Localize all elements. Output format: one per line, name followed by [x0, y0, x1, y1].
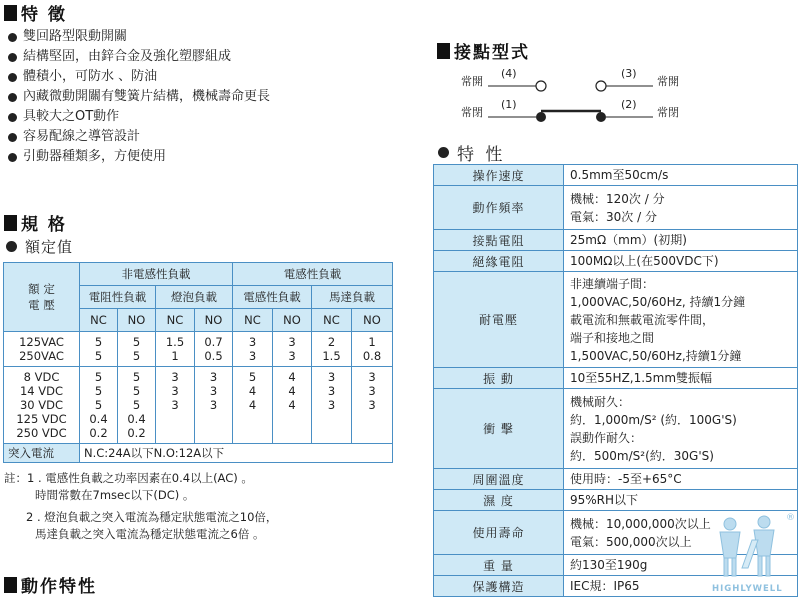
- nc-header: NC: [233, 309, 273, 332]
- spec-value: 機械耐久： 約．1,000m/S² (約．100G'S) 誤動作耐久： 約．500m/S²(約．30G'S): [564, 389, 798, 469]
- bullet-icon: [8, 93, 17, 102]
- feature-item: 雙回路型限動開關: [8, 27, 270, 47]
- spec-key: 耐電壓: [434, 272, 564, 368]
- spec-value: IEC規：IP65: [564, 576, 798, 597]
- ac-value-cell: 1 0.8: [352, 332, 393, 367]
- dc-value-cell: 5 4 4: [233, 367, 273, 444]
- terminal-2-label: (2): [621, 98, 637, 111]
- ac-value-cell: 3 3: [233, 332, 273, 367]
- ac-value-cell: 5 5: [80, 332, 118, 367]
- rated-voltage-header: 額 定 電 壓: [4, 263, 80, 332]
- bullet-icon: [8, 153, 17, 162]
- square-bullet-icon: [437, 43, 450, 59]
- dc-value-cell: 3 3 3: [156, 367, 195, 444]
- spec-key: 動作頻率: [434, 186, 564, 230]
- bullet-icon: [8, 33, 17, 42]
- dc-value-cell: 5 5 5 0.4 0.2: [80, 367, 118, 444]
- nc-header: NC: [312, 309, 352, 332]
- spec-value: 25mΩ（mm）(初期): [564, 230, 798, 251]
- inductive-sub-header: 電感性負載: [233, 286, 312, 309]
- ac-value-cell: 3 3: [273, 332, 312, 367]
- bullet-icon: [8, 73, 17, 82]
- spec-value: 非連續端子間： 1,000VAC,50/60Hz, 持續1分鐘 載電流和無載電流零件間， 端子和接地之間 1,500VAC,50/60Hz,持續1分鐘: [564, 272, 798, 368]
- note-line: 馬達負載之突入電流為穩定狀態電流之6倍 。: [35, 527, 265, 541]
- dc-voltage-cell: 8 VDC 14 VDC 30 VDC 125 VDC 250 VDC: [4, 367, 80, 444]
- ac-value-cell: 1.5 1: [156, 332, 195, 367]
- spec-key: 重 量: [434, 555, 564, 576]
- table-row: [434, 389, 798, 469]
- spec-value: 0.5mm至50cm/s: [564, 165, 798, 186]
- terminal-1-label: (1): [501, 98, 517, 111]
- normally-open-label: 常開: [461, 75, 483, 88]
- dc-value-cell: 4 4 4: [273, 367, 312, 444]
- no-header: NO: [273, 309, 312, 332]
- spec-key: 衝 擊: [434, 389, 564, 469]
- inrush-current-value: N.C:24A以下N.O:12A以下: [80, 444, 393, 463]
- bullet-icon: [8, 133, 17, 142]
- contact-diagram: [455, 64, 695, 130]
- no-header: NO: [195, 309, 233, 332]
- inductive-header: 電感性負載: [233, 263, 393, 286]
- spec-value: 100MΩ以上(在500VDC下): [564, 251, 798, 272]
- terminal-4-label: (4): [501, 67, 517, 80]
- motor-header: 馬達負載: [312, 286, 393, 309]
- feature-item: 具較大之OT動作: [8, 107, 270, 127]
- rated-values-heading: 額定值: [6, 236, 73, 257]
- feature-item: 內藏微動開關有雙簧片結構，機械壽命更長: [8, 87, 270, 107]
- note-line: 時間常數在7msec以下(DC) 。: [35, 488, 195, 502]
- resistive-header: 電阻性負載: [80, 286, 156, 309]
- square-bullet-icon: [4, 215, 17, 231]
- no-header: NO: [352, 309, 393, 332]
- spec-key: 使用壽命: [434, 511, 564, 555]
- spec-value: 機械：10,000,000次以上 電氣：500,000次以上: [564, 511, 798, 555]
- normally-closed-label: 常閉: [657, 106, 679, 119]
- terminal-3-contact-icon: [596, 81, 606, 91]
- terminal-3-label: (3): [621, 67, 637, 80]
- dc-value-cell: 3 3 3: [312, 367, 352, 444]
- spec-value: 約130至190g: [564, 555, 798, 576]
- feature-item: 體積小，可防水 、防油: [8, 67, 270, 87]
- table-row: [4, 332, 393, 367]
- spec-key: 濕 度: [434, 490, 564, 511]
- logo-figures-icon: [712, 510, 800, 580]
- registered-mark: ®: [786, 513, 795, 523]
- table-row: [434, 251, 798, 272]
- non-inductive-header: 非電感性負載: [80, 263, 233, 286]
- note-line: 註：1 . 電感性負載之功率因素在0.4以上(AC) 。: [4, 471, 253, 485]
- spec-key: 接點電阻: [434, 230, 564, 251]
- spec-key: 振 動: [434, 368, 564, 389]
- table-row: [4, 367, 393, 444]
- terminal-2-contact-icon: [596, 112, 606, 122]
- spec-value: 使用時：-5至+65°C: [564, 469, 798, 490]
- spec-notes: [4, 470, 277, 543]
- no-header: NO: [118, 309, 156, 332]
- ac-value-cell: 2 1.5: [312, 332, 352, 367]
- specs-heading: 規 格: [4, 210, 67, 235]
- bullet-icon: [6, 241, 17, 252]
- table-row: [434, 186, 798, 230]
- table-row: [434, 368, 798, 389]
- rated-values-table: [3, 262, 393, 463]
- spec-key: 周圍溫度: [434, 469, 564, 490]
- table-row: [434, 490, 798, 511]
- contact-heading: 接點型式: [437, 38, 530, 63]
- bullet-icon: [438, 147, 449, 158]
- table-row: [4, 444, 393, 463]
- operation-heading: 動作特性: [4, 572, 97, 597]
- characteristics-heading: 特 性: [438, 140, 505, 165]
- bullet-icon: [8, 53, 17, 62]
- logo-text: HIGHLYWELL: [712, 584, 783, 594]
- spec-key: 絕緣電阻: [434, 251, 564, 272]
- inrush-current-label: 突入電流: [4, 444, 80, 463]
- terminal-4-contact-icon: [536, 81, 546, 91]
- ac-voltage-cell: 125VAC 250VAC: [4, 332, 80, 367]
- features-heading: 特 徵: [4, 0, 67, 25]
- terminal-1-contact-icon: [536, 112, 546, 122]
- spec-key: 保護構造: [434, 576, 564, 597]
- feature-item: 引動器種類多，方便使用: [8, 147, 270, 167]
- spec-value: 95%RH以下: [564, 490, 798, 511]
- bullet-icon: [8, 113, 17, 122]
- nc-header: NC: [80, 309, 118, 332]
- note-line: 2 . 燈泡負載之突入電流為穩定狀態電流之10倍，: [26, 510, 278, 524]
- table-row: [434, 469, 798, 490]
- table-row: [434, 165, 798, 186]
- dc-value-cell: 3 3 3: [352, 367, 393, 444]
- feature-item: 結構堅固，由鋅合金及強化塑膠組成: [8, 47, 270, 67]
- features-list: [8, 27, 270, 167]
- square-bullet-icon: [4, 5, 17, 21]
- lamp-header: 燈泡負載: [156, 286, 233, 309]
- table-row: [434, 272, 798, 368]
- normally-closed-label: 常閉: [461, 106, 483, 119]
- dc-value-cell: 3 3 3: [195, 367, 233, 444]
- dc-value-cell: 5 5 5 0.4 0.2: [118, 367, 156, 444]
- table-row: [434, 230, 798, 251]
- ac-value-cell: 5 5: [118, 332, 156, 367]
- spec-value: 機械：120次 / 分 電氣：30次 / 分: [564, 186, 798, 230]
- spec-key: 操作速度: [434, 165, 564, 186]
- feature-item: 容易配線之導管設計: [8, 127, 270, 147]
- normally-open-label: 常開: [657, 75, 679, 88]
- ac-value-cell: 0.7 0.5: [195, 332, 233, 367]
- brand-logo: [712, 510, 800, 594]
- square-bullet-icon: [4, 577, 17, 593]
- nc-header: NC: [156, 309, 195, 332]
- spec-value: 10至55HZ,1.5mm雙振幅: [564, 368, 798, 389]
